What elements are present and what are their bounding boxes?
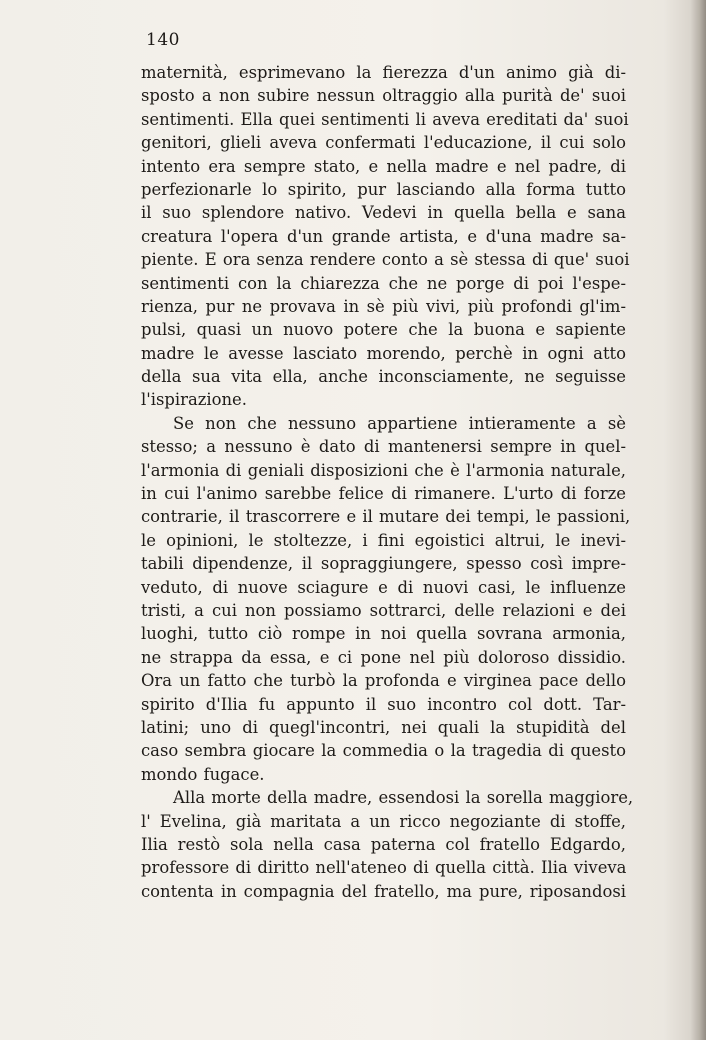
text-line: pulsi, quasi un nuovo potere che la buona e sapiente: [141, 320, 626, 340]
text-line: madre le avesse lasciato morendo, perchè in ogni atto: [141, 343, 626, 363]
text-line: creatura l'opera d'un grande artista, e d'una madre sa-: [141, 226, 626, 246]
text-line: genitori, glieli aveva confermati l'educazione, il cui solo: [141, 133, 626, 153]
text-line: mondo fugace.: [141, 764, 265, 784]
text-line: le opinioni, le stoltezze, i fini egoistici altrui, le inevi-: [141, 530, 626, 550]
text-line: l'ispirazione.: [141, 390, 247, 410]
page-number: 140: [146, 30, 180, 50]
text-line: Ilia restò sola nella casa paterna col fratello Edgardo,: [141, 834, 626, 854]
text-line: intento era sempre stato, e nella madre e nel padre, di: [141, 156, 626, 176]
text-line: professore di diritto nell'ateneo di quella città. Ilia viveva: [141, 858, 627, 878]
text-line: ne strappa da essa, e ci pone nel più doloroso dissidio.: [141, 647, 626, 667]
page-edge-shadow: [690, 0, 706, 1040]
text-line: Alla morte della madre, essendosi la sorella maggiore,: [173, 788, 634, 808]
text-line: luoghi, tutto ciò rompe in noi quella sovrana armonia,: [141, 624, 626, 644]
text-line: tristi, a cui non possiamo sottrarci, delle relazioni e dei: [141, 600, 626, 620]
text-line: della sua vita ella, anche inconsciamente, ne seguisse: [141, 367, 626, 387]
text-line: il suo splendore nativo. Vedevi in quella bella e sana: [141, 203, 626, 223]
text-line: stesso; a nessuno è dato di mantenersi sempre in quel-: [141, 437, 626, 457]
text-line: l'armonia di geniali disposizioni che è l'armonia naturale,: [141, 460, 626, 480]
text-line: piente. E ora senza rendere conto a sè stessa di que' suoi: [141, 250, 630, 270]
text-line: veduto, di nuove sciagure e di nuovi casi, le influenze: [141, 577, 626, 597]
text-line: Ora un fatto che turbò la profonda e virginea pace dello: [141, 671, 626, 691]
text-line: spirito d'Ilia fu appunto il suo incontro col dott. Tar-: [141, 694, 626, 714]
text-line: caso sembra giocare la commedia o la tragedia di questo: [141, 741, 626, 761]
text-line: tabili dipendenze, il sopraggiungere, spesso così impre-: [141, 554, 626, 574]
body-text: [141, 61, 634, 903]
text-line: latini; uno di quegl'incontri, nei quali la stupidità del: [141, 717, 626, 737]
text-line: l' Evelina, già maritata a un ricco negoziante di stoffe,: [141, 811, 626, 831]
text-line: sposto a non subire nessun oltraggio alla purità de' suoi: [141, 86, 626, 106]
text-line: sentimenti con la chiarezza che ne porge di poi l'espe-: [141, 273, 626, 293]
text-line: contrarie, il trascorrere e il mutare dei tempi, le passioni,: [141, 507, 631, 527]
text-line: in cui l'animo sarebbe felice di rimanere. L'urto di forze: [141, 484, 626, 504]
text-line: perfezionarle lo spirito, pur lasciando alla forma tutto: [141, 179, 626, 199]
text-line: rienza, pur ne provava in sè più vivi, più profondi gl'im-: [141, 296, 626, 316]
text-line: sentimenti. Ella quei sentimenti li aveva ereditati da' suoi: [141, 109, 629, 129]
text-line: Se non che nessuno appartiene intieramente a sè: [173, 413, 626, 433]
text-line: contenta in compagnia del fratello, ma pure, riposandosi: [141, 881, 626, 901]
text-line: maternità, esprimevano la fierezza d'un animo già di-: [141, 63, 626, 82]
